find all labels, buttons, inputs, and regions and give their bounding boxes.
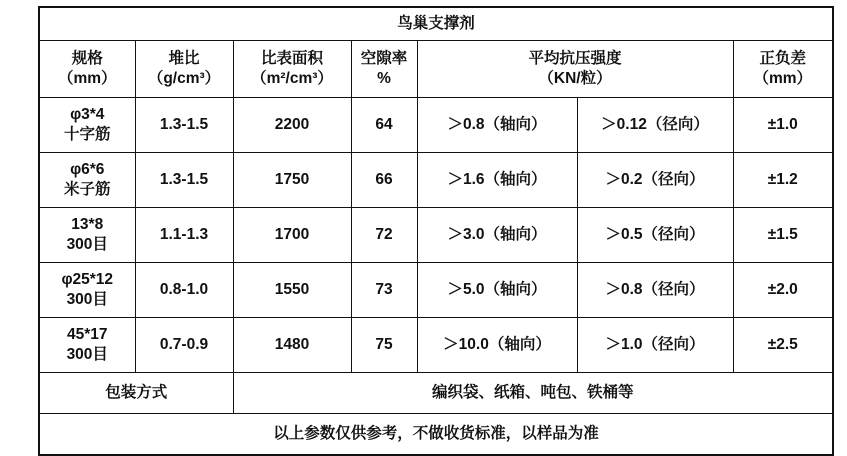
cell-bulk-ratio: 1.1-1.3 xyxy=(135,208,233,263)
cell-strength-axial: ＞3.0（轴向） xyxy=(417,208,577,263)
header-specific-area-line1: 比表面积 xyxy=(260,50,323,68)
cell-strength-axial: ＞0.8（轴向） xyxy=(417,98,577,153)
cell-bulk-ratio: 1.3-1.5 xyxy=(135,153,233,208)
cell-spec-line2: 十字筋 xyxy=(63,126,111,143)
note-row xyxy=(39,414,833,456)
cell-strength-radial: ＞0.12（径向） xyxy=(577,98,733,153)
header-strength-line1: 平均抗压强度 xyxy=(528,50,622,68)
header-spec-line1: 规格 xyxy=(71,50,103,68)
product-spec-table xyxy=(38,6,834,456)
note-text: 以上参数仅供参考，不做收货标准，以样品为准 xyxy=(39,414,833,456)
table-title: 鸟巢支撑剂 xyxy=(39,7,833,41)
table-row xyxy=(39,153,833,208)
packaging-value: 编织袋、纸箱、吨包、铁桶等 xyxy=(233,373,833,414)
packaging-row xyxy=(39,373,833,414)
cell-spec-line1: φ6*6 xyxy=(70,161,105,179)
cell-spec xyxy=(39,318,135,373)
cell-tolerance: ±2.5 xyxy=(733,318,833,373)
table-row xyxy=(39,208,833,263)
header-specific-area xyxy=(233,41,351,98)
cell-strength-axial: ＞10.0（轴向） xyxy=(417,318,577,373)
cell-strength-radial: ＞0.8（径向） xyxy=(577,263,733,318)
cell-strength-radial: ＞0.5（径向） xyxy=(577,208,733,263)
header-tolerance-line1: 正负差 xyxy=(759,50,807,68)
cell-spec-line1: φ3*4 xyxy=(70,106,105,124)
header-tolerance xyxy=(733,41,833,98)
cell-void-rate: 66 xyxy=(351,153,417,208)
cell-tolerance: ±1.5 xyxy=(733,208,833,263)
header-bulk-ratio-line1: 堆比 xyxy=(168,50,200,68)
table-title-row xyxy=(39,7,833,41)
cell-bulk-ratio: 0.8-1.0 xyxy=(135,263,233,318)
cell-spec-line1: 13*8 xyxy=(71,216,104,234)
cell-strength-radial: ＞0.2（径向） xyxy=(577,153,733,208)
header-void-rate xyxy=(351,41,417,98)
table-row xyxy=(39,318,833,373)
cell-spec xyxy=(39,208,135,263)
cell-void-rate: 64 xyxy=(351,98,417,153)
header-void-rate-line2: % xyxy=(377,70,391,87)
cell-tolerance: ±2.0 xyxy=(733,263,833,318)
header-strength-line2: （KN/粒） xyxy=(538,70,612,87)
cell-bulk-ratio: 1.3-1.5 xyxy=(135,98,233,153)
cell-strength-radial: ＞1.0（径向） xyxy=(577,318,733,373)
cell-tolerance: ±1.2 xyxy=(733,153,833,208)
cell-spec xyxy=(39,98,135,153)
header-void-rate-line1: 空隙率 xyxy=(360,50,408,68)
cell-spec-line1: φ25*12 xyxy=(61,271,114,289)
header-spec-line2: （mm） xyxy=(57,70,117,87)
header-specific-area-line2: （m²/cm³） xyxy=(251,70,333,87)
cell-specific-area: 1480 xyxy=(233,318,351,373)
spec-sheet xyxy=(38,6,813,456)
cell-strength-axial: ＞1.6（轴向） xyxy=(417,153,577,208)
cell-spec-line2: 300目 xyxy=(66,291,108,308)
cell-void-rate: 73 xyxy=(351,263,417,318)
packaging-label: 包装方式 xyxy=(39,373,233,414)
cell-specific-area: 1700 xyxy=(233,208,351,263)
cell-spec-line2: 300目 xyxy=(66,346,108,363)
cell-specific-area: 1550 xyxy=(233,263,351,318)
header-bulk-ratio-line2: （g/cm³） xyxy=(147,70,221,87)
cell-spec-line1: 45*17 xyxy=(66,326,108,344)
cell-tolerance: ±1.0 xyxy=(733,98,833,153)
cell-spec-line2: 米子筋 xyxy=(63,181,111,198)
cell-bulk-ratio: 0.7-0.9 xyxy=(135,318,233,373)
header-spec xyxy=(39,41,135,98)
cell-void-rate: 75 xyxy=(351,318,417,373)
table-header-row xyxy=(39,41,833,98)
cell-spec-line2: 300目 xyxy=(66,236,108,253)
cell-spec xyxy=(39,153,135,208)
header-strength xyxy=(417,41,733,98)
table-row xyxy=(39,263,833,318)
cell-specific-area: 2200 xyxy=(233,98,351,153)
cell-strength-axial: ＞5.0（轴向） xyxy=(417,263,577,318)
header-tolerance-line2: （mm） xyxy=(753,70,813,87)
cell-specific-area: 1750 xyxy=(233,153,351,208)
cell-void-rate: 72 xyxy=(351,208,417,263)
cell-spec xyxy=(39,263,135,318)
header-bulk-ratio xyxy=(135,41,233,98)
table-row xyxy=(39,98,833,153)
